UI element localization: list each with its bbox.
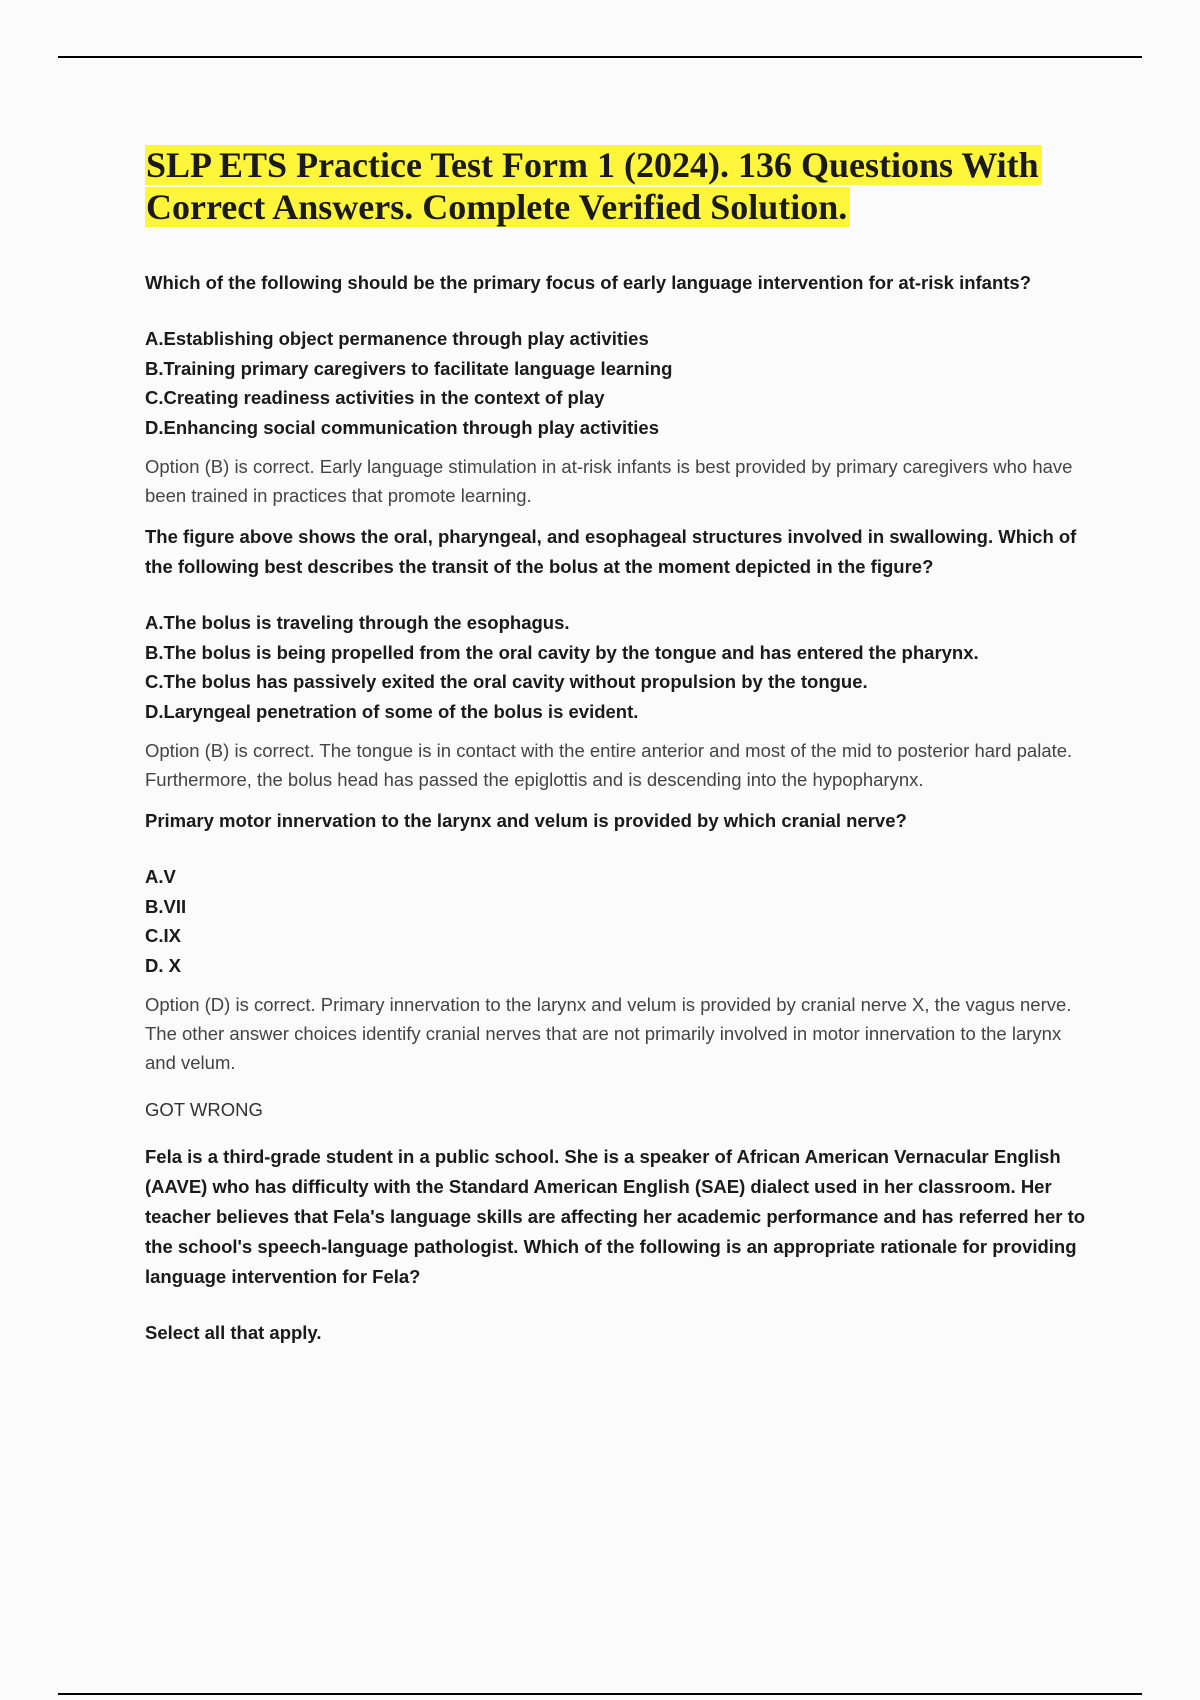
option-d: D. X — [145, 954, 181, 976]
document-body — [145, 144, 1095, 1374]
got-wrong-note: GOT WRONG — [145, 1099, 263, 1120]
option-c: C.Creating readiness activities in the context of play — [145, 387, 605, 408]
bottom-rule — [58, 1693, 1142, 1695]
title-highlight: SLP ETS Practice Test Form 1 (2024). 136 Questions With Correct Answers. Complete Verified Solution. — [145, 145, 1042, 227]
answer-explanation: Option (B) is correct. Early language stimulation in at-risk infants is best provided by primary caregivers who have been trained in practices that promote learning. — [145, 456, 1073, 506]
document-title — [145, 144, 1095, 228]
option-c: C.IX — [145, 925, 181, 946]
option-b: B.VII — [145, 895, 187, 917]
option-a: A.The bolus is traveling through the esophagus. — [145, 612, 570, 633]
question-text: Fela is a third-grade student in a public school. She is a speaker of African American Vernacular English (AAVE) who has difficulty with the Standard American English (SAE) dialect used in her classroom. Her teacher believes that Fela's language skills are affecting her academic performance and has referred her to the school's speech-language pathologist. Which of the following is an appropriate rationale for providing language intervention for Fela? — [145, 1146, 1086, 1287]
answer-options — [145, 862, 1095, 980]
question-text: Primary motor innervation to the larynx and velum is provided by which cranial nerve? — [145, 810, 907, 831]
top-rule — [58, 56, 1142, 58]
question-block-1 — [145, 268, 1095, 510]
select-all-instruction: Select all that apply. — [145, 1322, 322, 1343]
option-a: A.Establishing object permanence through play activities — [145, 328, 649, 349]
option-c: C.The bolus has passively exited the oral cavity without propulsion by the tongue. — [145, 671, 868, 692]
option-b: B.The bolus is being propelled from the oral cavity by the tongue and has entered the pharynx. — [145, 641, 979, 663]
question-block-2 — [145, 522, 1095, 794]
answer-explanation: Option (B) is correct. The tongue is in contact with the entire anterior and most of the mid to posterior hard palate. Furthermore, the bolus head has passed the epiglottis and is descending into the hypopharynx. — [145, 740, 1073, 790]
answer-explanation: Option (D) is correct. Primary innervation to the larynx and velum is provided by cranial nerve X, the vagus nerve. The other answer choices identify cranial nerves that are not primarily involved in motor innervation to the larynx and velum. — [145, 994, 1072, 1073]
option-b: B.Training primary caregivers to facilitate language learning — [145, 357, 673, 379]
question-text: The figure above shows the oral, pharyngeal, and esophageal structures involved in swallowing. Which of the following best describes the transit of the bolus at the moment depicted in the figure? — [145, 526, 1077, 577]
question-block-3 — [145, 806, 1095, 1077]
answer-options — [145, 324, 1095, 442]
option-a: A.V — [145, 866, 176, 887]
option-d: D.Enhancing social communication through play activities — [145, 416, 659, 438]
question-block-4 — [145, 1142, 1095, 1348]
question-text: Which of the following should be the primary focus of early language intervention for at-risk infants? — [145, 272, 1032, 293]
answer-options — [145, 608, 1095, 726]
option-d: D.Laryngeal penetration of some of the bolus is evident. — [145, 700, 639, 722]
